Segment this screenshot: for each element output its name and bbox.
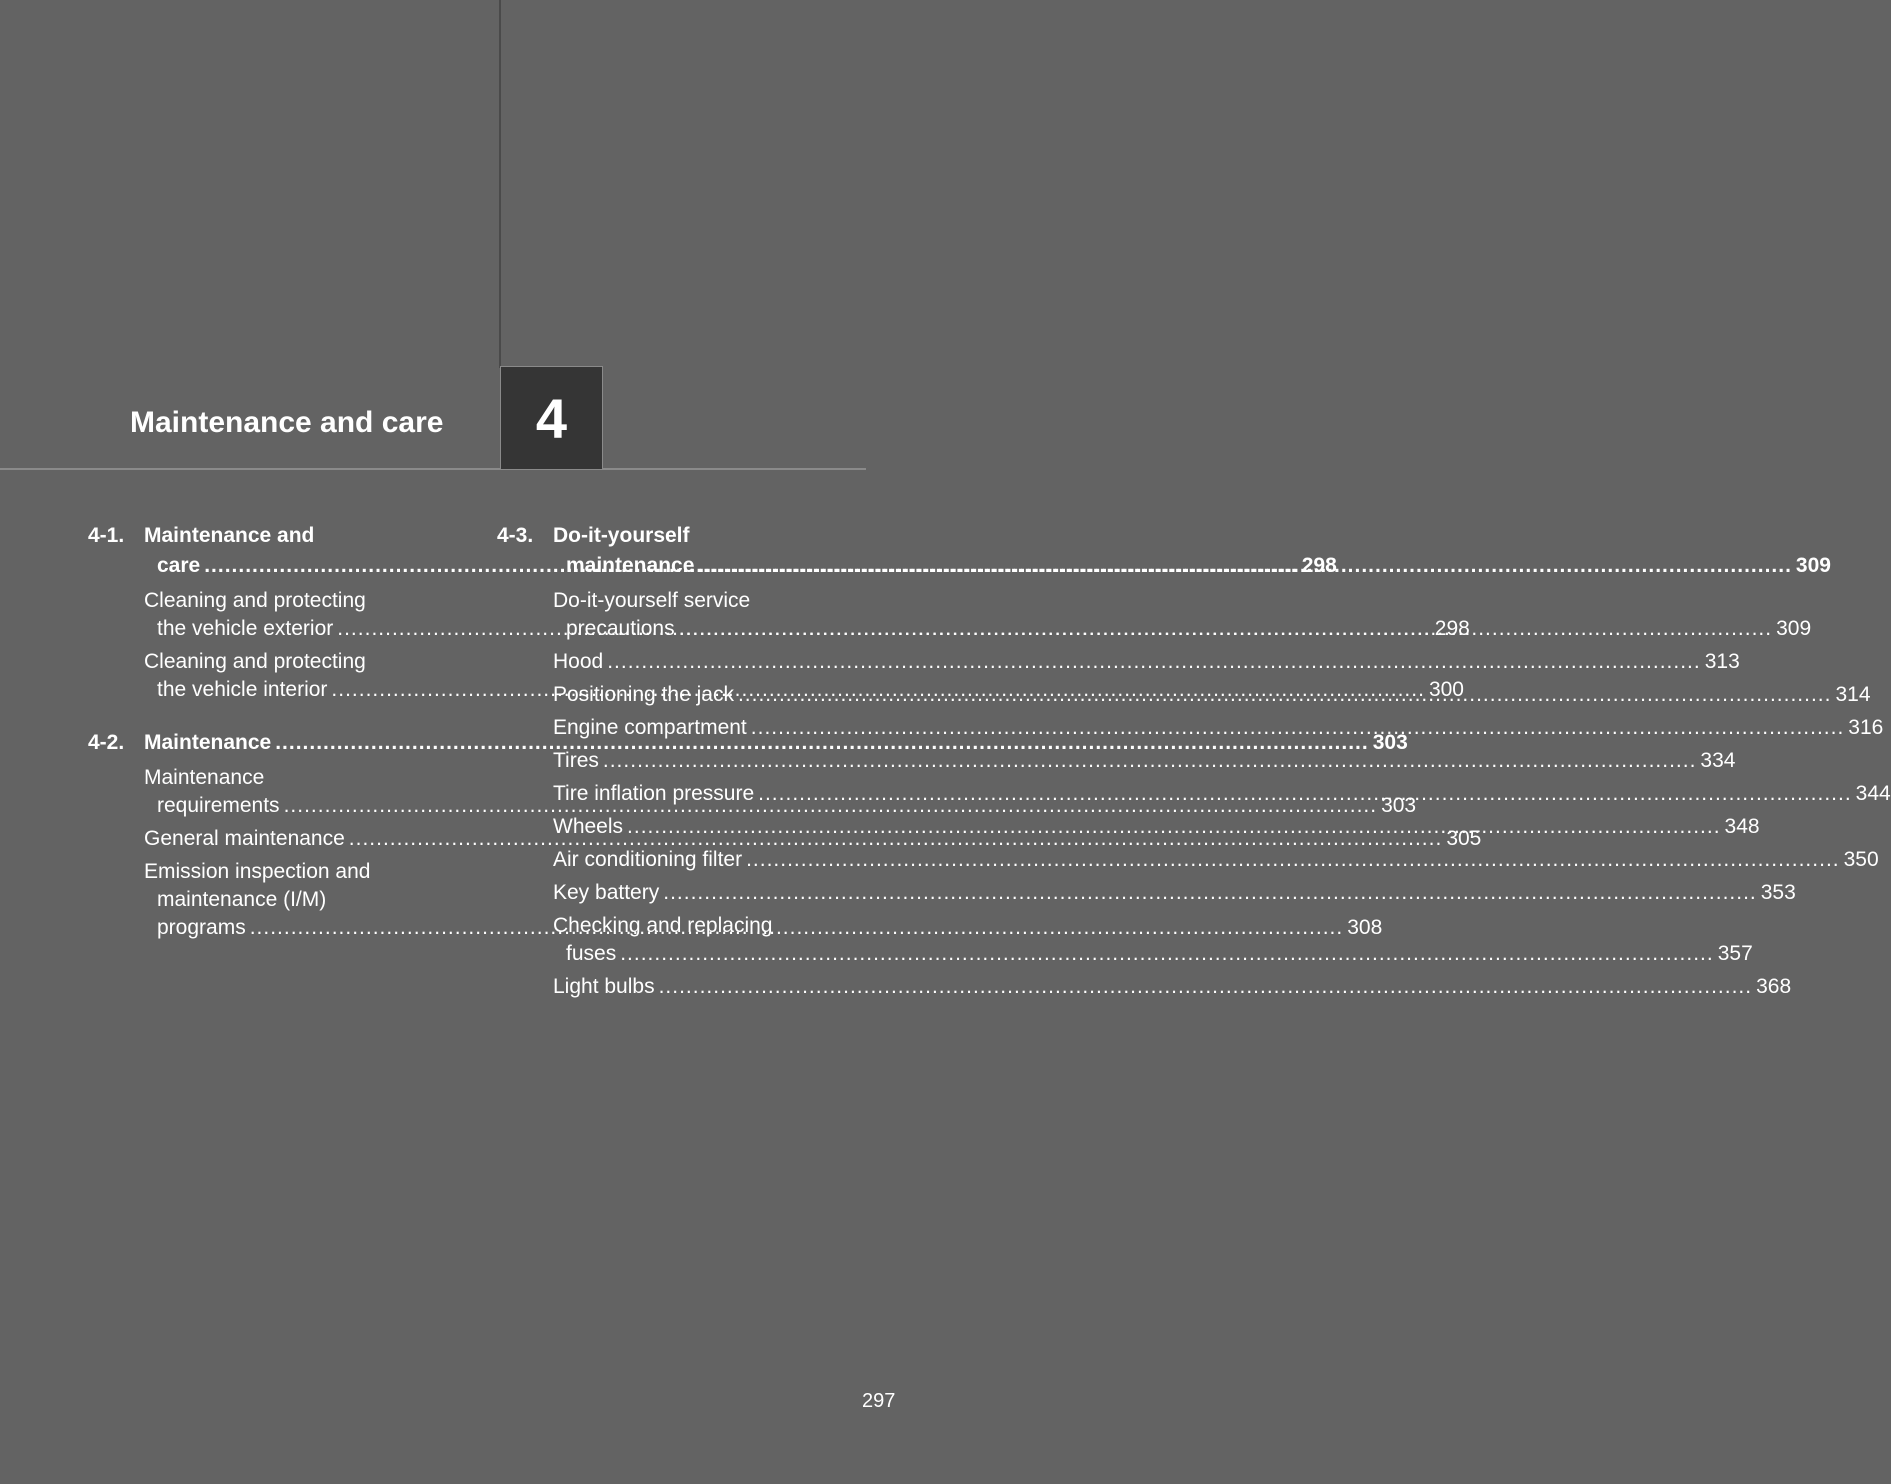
entry-line: precautions bbox=[566, 617, 675, 640]
section-number: 4-1. bbox=[88, 524, 125, 547]
entry-page: 357 bbox=[1717, 942, 1753, 965]
entry-line: Tires bbox=[553, 749, 599, 772]
section-title-line: maintenance bbox=[566, 554, 695, 577]
entry-page: 298 bbox=[1434, 617, 1470, 640]
entry-page: 313 bbox=[1704, 650, 1740, 673]
toc-entry[interactable] bbox=[553, 648, 1740, 676]
section-heading[interactable] bbox=[88, 728, 1408, 758]
entry-page: 305 bbox=[1446, 827, 1482, 850]
entry-line: fuses bbox=[566, 942, 617, 965]
toc-entry[interactable] bbox=[553, 846, 1879, 874]
chapter-number-tab bbox=[500, 366, 603, 470]
entry-line: General maintenance bbox=[144, 827, 345, 850]
entry-line: Emission inspection and bbox=[144, 860, 371, 883]
entry-page: 350 bbox=[1843, 848, 1879, 871]
toc-entry[interactable] bbox=[553, 714, 1884, 742]
entry-page: 314 bbox=[1835, 683, 1871, 706]
entry-line: Key battery bbox=[553, 881, 660, 904]
entry-line: Light bulbs bbox=[553, 975, 655, 998]
chapter-title: Maintenance and care bbox=[130, 406, 444, 439]
entry-line: Do-it-yourself service bbox=[553, 589, 751, 612]
entry-page: 348 bbox=[1724, 815, 1760, 838]
section-title-line: Do-it-yourself bbox=[553, 524, 690, 547]
entry-page: 308 bbox=[1347, 916, 1383, 939]
leader-dots bbox=[627, 813, 1721, 841]
toc-entry[interactable] bbox=[553, 747, 1736, 775]
leader-dots bbox=[659, 973, 1753, 1001]
entry-line: Checking and replacing bbox=[553, 914, 773, 937]
entry-page: 300 bbox=[1428, 678, 1464, 701]
section-title-line: Maintenance and bbox=[144, 524, 315, 547]
entry-line: requirements bbox=[157, 794, 280, 817]
chapter-number: 4 bbox=[535, 386, 568, 450]
leader-dots bbox=[603, 747, 1697, 775]
entry-line: programs bbox=[157, 916, 246, 939]
entry-line: Hood bbox=[553, 650, 604, 673]
toc-entry[interactable] bbox=[553, 879, 1796, 907]
header-horizontal-rule bbox=[0, 468, 866, 470]
toc-entry[interactable] bbox=[553, 973, 1792, 1001]
leader-dots bbox=[607, 648, 1701, 676]
entry-line: the vehicle exterior bbox=[157, 617, 334, 640]
entry-line: Wheels bbox=[553, 815, 624, 838]
entry-page: 309 bbox=[1776, 617, 1812, 640]
entry-line: the vehicle interior bbox=[157, 678, 328, 701]
leader-dots bbox=[698, 551, 1792, 581]
entry-page: 344 bbox=[1855, 782, 1891, 805]
section-title-line: care bbox=[157, 554, 201, 577]
entry-line: Maintenance bbox=[144, 766, 265, 789]
leader-dots bbox=[620, 940, 1714, 968]
entry-line: Positioning the jack bbox=[553, 683, 734, 706]
entry-line: Cleaning and protecting bbox=[144, 589, 366, 612]
entry-line: Tire inflation pressure bbox=[553, 782, 755, 805]
entry-line: Cleaning and protecting bbox=[144, 650, 366, 673]
entry-page: 303 bbox=[1381, 794, 1417, 817]
header-vertical-rule bbox=[499, 0, 501, 368]
leader-dots bbox=[663, 879, 1757, 907]
leader-dots bbox=[758, 780, 1852, 808]
leader-dots bbox=[751, 714, 1845, 742]
entry-line: maintenance (I/M) bbox=[157, 888, 327, 911]
entry-line: Engine compartment bbox=[553, 716, 747, 739]
section-page: 309 bbox=[1795, 554, 1831, 577]
page-number: 297 bbox=[862, 1390, 896, 1412]
section-title-line: Maintenance bbox=[144, 731, 272, 754]
entry-page: 353 bbox=[1760, 881, 1796, 904]
entry-page: 316 bbox=[1848, 716, 1884, 739]
leader-dots bbox=[738, 681, 1832, 709]
section-number: 4-3. bbox=[497, 524, 534, 547]
entry-page: 368 bbox=[1756, 975, 1792, 998]
leader-dots bbox=[746, 846, 1840, 874]
leader-dots bbox=[679, 615, 1773, 643]
section-number: 4-2. bbox=[88, 731, 125, 754]
section-page: 303 bbox=[1372, 731, 1408, 754]
entry-page: 334 bbox=[1700, 749, 1736, 772]
entry-line: Air conditioning filter bbox=[553, 848, 743, 871]
section-page: 298 bbox=[1301, 554, 1337, 577]
